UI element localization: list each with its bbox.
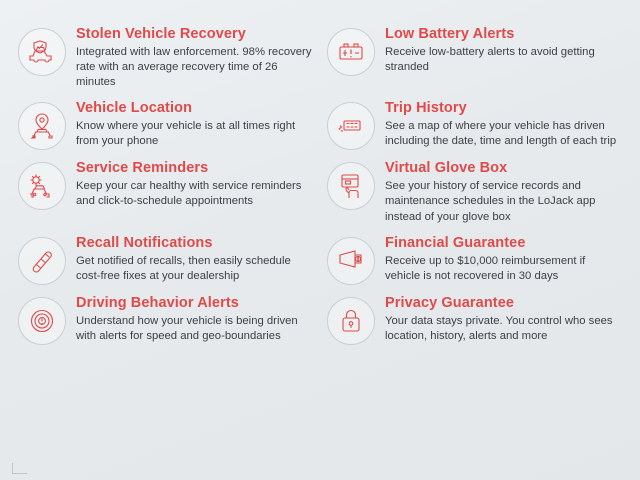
feature-text [385, 160, 622, 224]
feature-title: Service Reminders [76, 160, 209, 177]
feature-description: Keep your car healthy with service reminders and click-to-schedule appointments [76, 180, 302, 208]
vehicle-location-icon [18, 102, 66, 150]
feature-item [18, 160, 313, 224]
privacy-guarantee-icon [327, 297, 375, 345]
trip-history-icon [327, 102, 375, 150]
feature-title: Low Battery Alerts [385, 26, 515, 42]
feature-title: Stolen Vehicle Recovery [76, 26, 246, 42]
feature-title: Financial Guarantee [385, 234, 526, 251]
feature-item [18, 295, 313, 345]
feature-item [327, 295, 622, 345]
feature-item [18, 235, 313, 285]
feature-title: Trip History [385, 100, 467, 117]
feature-text [76, 26, 313, 90]
driving-behavior-alerts-icon [18, 297, 66, 345]
feature-description: Receive up to $10,000 reimbursement if vehicle is not recovered in 30 days [385, 254, 586, 282]
feature-title: Vehicle Location [76, 100, 193, 117]
feature-description: Know where your vehicle is at all times right from your phone [76, 120, 296, 148]
feature-grid [18, 26, 622, 345]
feature-description: Get notified of recalls, then easily schedule cost-free fixes at your dealership [76, 254, 291, 282]
low-battery-alerts-icon [327, 28, 375, 76]
feature-title: Privacy Guarantee [385, 294, 515, 311]
feature-text [385, 100, 622, 149]
feature-description: Understand how your vehicle is being driven with alerts for speed and geo-boundaries [76, 314, 298, 342]
feature-title: Recall Notifications [76, 234, 213, 251]
feature-text [385, 26, 622, 75]
feature-text [76, 235, 313, 284]
feature-text [76, 295, 313, 344]
feature-description: See your history of service records and maintenance schedules in the LoJack app instead of your glove box [385, 180, 596, 223]
feature-text [76, 100, 313, 149]
feature-item [18, 100, 313, 150]
recall-notifications-icon [18, 237, 66, 285]
feature-item [327, 160, 622, 224]
feature-item [327, 235, 622, 285]
feature-description: See a map of where your vehicle has driven including the date, time and length of each trip [385, 120, 617, 148]
feature-text [385, 235, 622, 284]
feature-item [18, 26, 313, 90]
service-reminders-icon [18, 162, 66, 210]
feature-text [385, 295, 622, 344]
feature-description: Receive low-battery alerts to avoid getting stranded [385, 45, 595, 73]
feature-description: Integrated with law enforcement. 98% recovery rate with an average recovery time of 26 minutes [76, 45, 312, 89]
financial-guarantee-icon [327, 237, 375, 285]
feature-item [327, 26, 622, 90]
feature-text [76, 160, 313, 209]
feature-item [327, 100, 622, 150]
virtual-glove-box-icon [327, 162, 375, 210]
feature-description: Your data stays private. You control who sees location, history, alerts and more [385, 314, 613, 342]
stolen-vehicle-recovery-icon [18, 28, 66, 76]
corner-mark [12, 463, 27, 474]
feature-title: Driving Behavior Alerts [76, 294, 239, 311]
feature-title: Virtual Glove Box [385, 160, 508, 177]
